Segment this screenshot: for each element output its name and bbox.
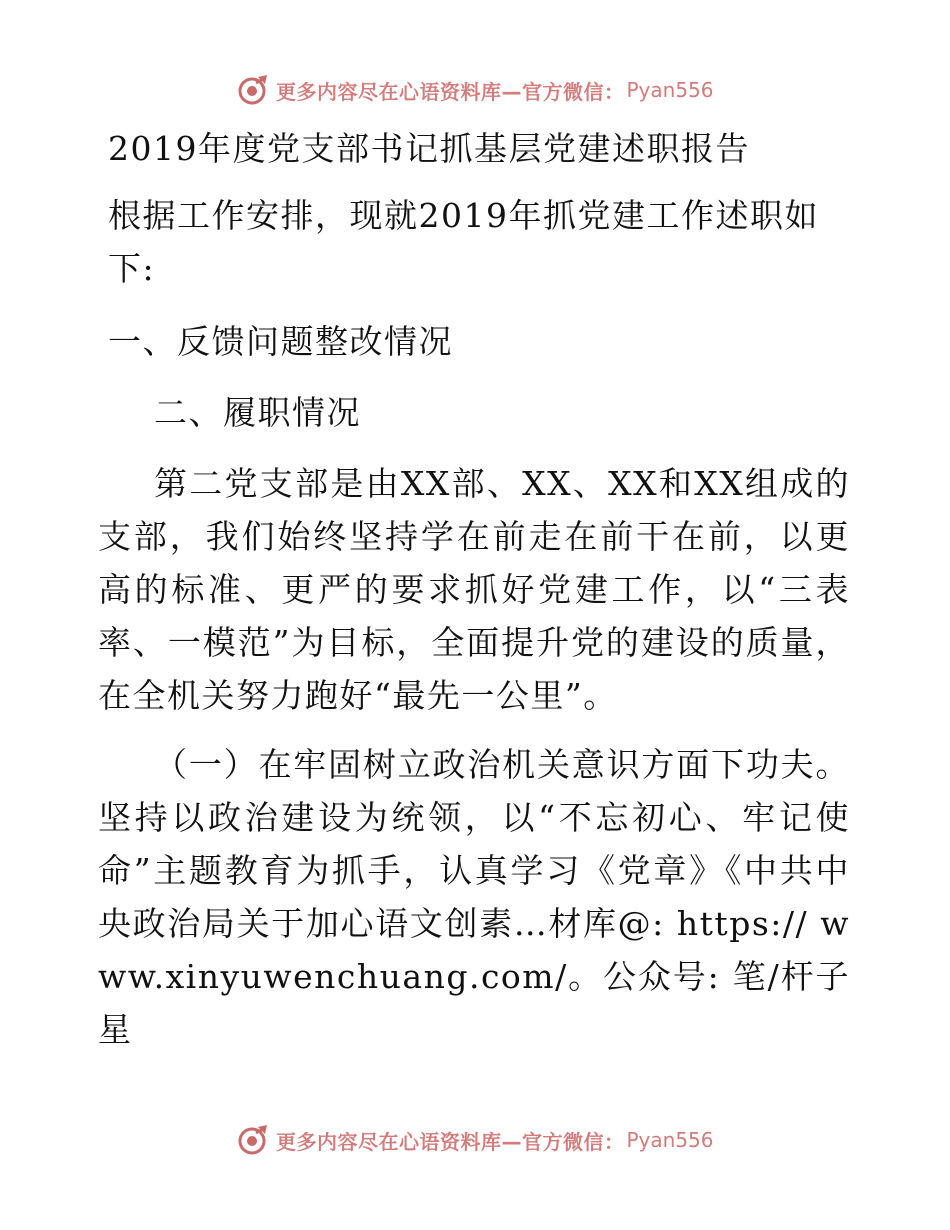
intro-paragraph: 根据工作安排，现就2019年抓党建工作述职如下: [108, 196, 819, 288]
banner-wechat-id: Pyan556 [626, 1128, 714, 1152]
body-paragraph-2: （一）在牢固树立政治机关意识方面下功夫。坚持以政治建设为统领，以“不忘初心、牢记使命”主题教育为抓手，认真学习《党章》《中共中央政治局关于加心语文创素…材库@: https:// www.xinyuwenchuang.com/。公众号: 笔/杆子星 [98, 745, 850, 1049]
body-paragraph-1: 第二党支部是由XX部、XX、XX和XX组成的支部，我们始终坚持学在前走在前干在前，以更高的标准、更严的要求抓好党建工作，以“三表率、一模范”为目标，全面提升党的建设的质量，在全机关努力跑好“最先一公里”。 [98, 464, 850, 715]
footer-banner [236, 1122, 714, 1158]
document-body [98, 122, 850, 1056]
banner-wechat-id: Pyan556 [626, 78, 714, 102]
header-banner [236, 72, 714, 108]
section-heading-2: 二、履职情况 [154, 393, 361, 432]
pen-logo-icon [236, 73, 270, 107]
section-heading-1: 一、反馈问题整改情况 [108, 322, 453, 361]
document-title: 2019年度党支部书记抓基层党建述职报告 [108, 129, 750, 168]
banner-text: 更多内容尽在心语资料库—官方微信： [276, 79, 625, 104]
pen-logo-icon [236, 1123, 270, 1157]
banner-text: 更多内容尽在心语资料库—官方微信： [276, 1129, 625, 1154]
